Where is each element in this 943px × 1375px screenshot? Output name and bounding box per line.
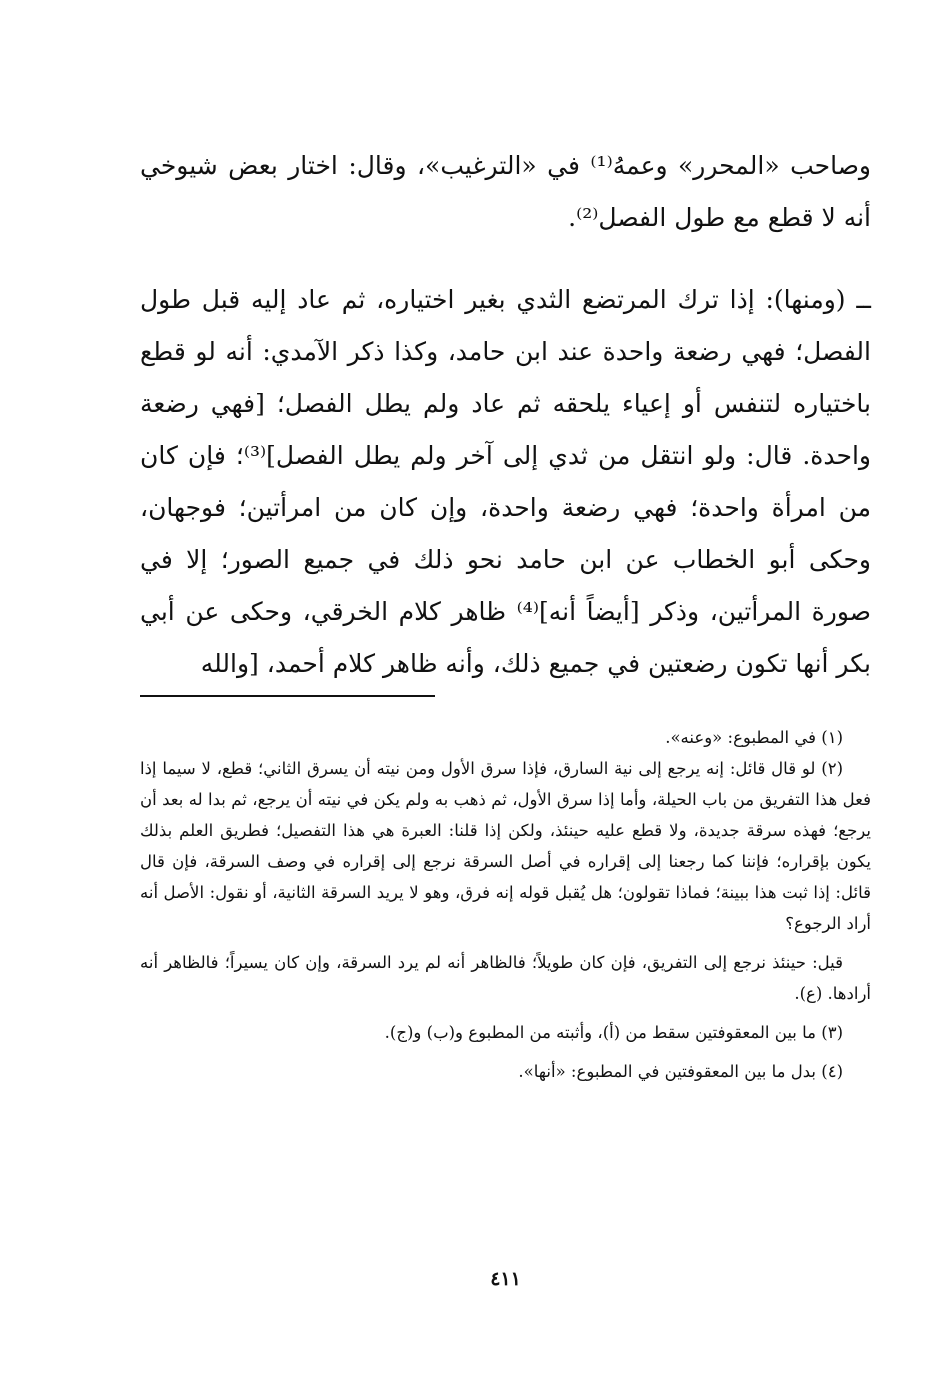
footnote-separator — [140, 695, 435, 697]
book-page — [140, 0, 871, 1375]
page-number: ٤١١ — [490, 1268, 521, 1290]
paragraph-1: وصاحب «المحرر» وعمهُ⁽¹⁾ في «الترغيب»، وقال: اختار بعض شيوخي أنه لا قطع مع طول الفصل⁽²⁾. — [140, 151, 871, 232]
footnote-4: (٤) بدل ما بين المعقوفتين في المطبوع: «أنها». — [518, 1062, 843, 1081]
footnotes — [140, 722, 871, 1087]
footnote-2-continuation: قيل: حينئذ نرجع إلى التفريق، فإن كان طويلاً؛ فالظاهر أنه لم يرد السرقة، وإن كان يسيراً؛ فالظاهر أنه أرادها. (ع). — [140, 953, 871, 1003]
footnote-2: (٢) لو قال قائل: إنه يرجع إلى نية السارق، فإذا سرق الأول ومن نيته أن يسرق الثاني؛ قطع، لا سيما إذا فعل هذا التفريق من باب الحيلة، وأما إذا سرق الأول، ثم ذهب به ولم يكن في نيته أن يرجع، ثم بدا له بعد أن يرجع؛ فهذه سرقة جديدة، ولا قطع عليه حينئذ، ولكن إذا قلنا: العبرة هي هذا التفصيل؛ فطريق العلم بذلك يكون بإقراره؛ فإننا كما رجعنا إلى إقراره في أصل السرقة نرجع إلى إقراره في وصف السرقة، فإن قال قائل: إذا ثبت هذا ببينة؛ فماذا تقولون؛ هل يُقبل قوله إنه فرق، وهو لا يريد السرقة الثانية، أو نقول: الأصل أنه أراد الرجوع؟ — [140, 759, 871, 933]
main-text — [140, 140, 871, 690]
footnote-3: (٣) ما بين المعقوفتين سقط من (أ)، وأثبته من المطبوع و(ب) و(ج). — [384, 1023, 843, 1042]
footnote-1: (١) في المطبوع: «وعنه». — [665, 728, 843, 747]
paragraph-2: ــ (ومنها): إذا ترك المرتضع الثدي بغير اختياره، ثم عاد إليه قبل طول الفصل؛ فهي رضعة واحدة عند ابن حامد، وكذا ذكر الآمدي: أنه لو قطع باختياره لتنفس أو إعياء يلحقه ثم عاد ولم يطل الفصل؛ [فهي رضعة واحدة. قال: ولو انتقل من ثدي إلى آخر ولم يطل الفصل]⁽³⁾؛ فإن كان من امرأة واحدة؛ فهي رضعة واحدة، وإن كان من امرأتين؛ فوجهان، وحكى أبو الخطاب عن ابن حامد نحو ذلك في جميع الصور؛ إلا في صورة المرأتين، وذكر [أيضاً أنه]⁽⁴⁾ ظاهر كلام الخرقي، وحكى عن أبي بكر أنها تكون رضعتين في جميع ذلك، وأنه ظاهر كلام أحمد، [والله — [140, 285, 871, 678]
